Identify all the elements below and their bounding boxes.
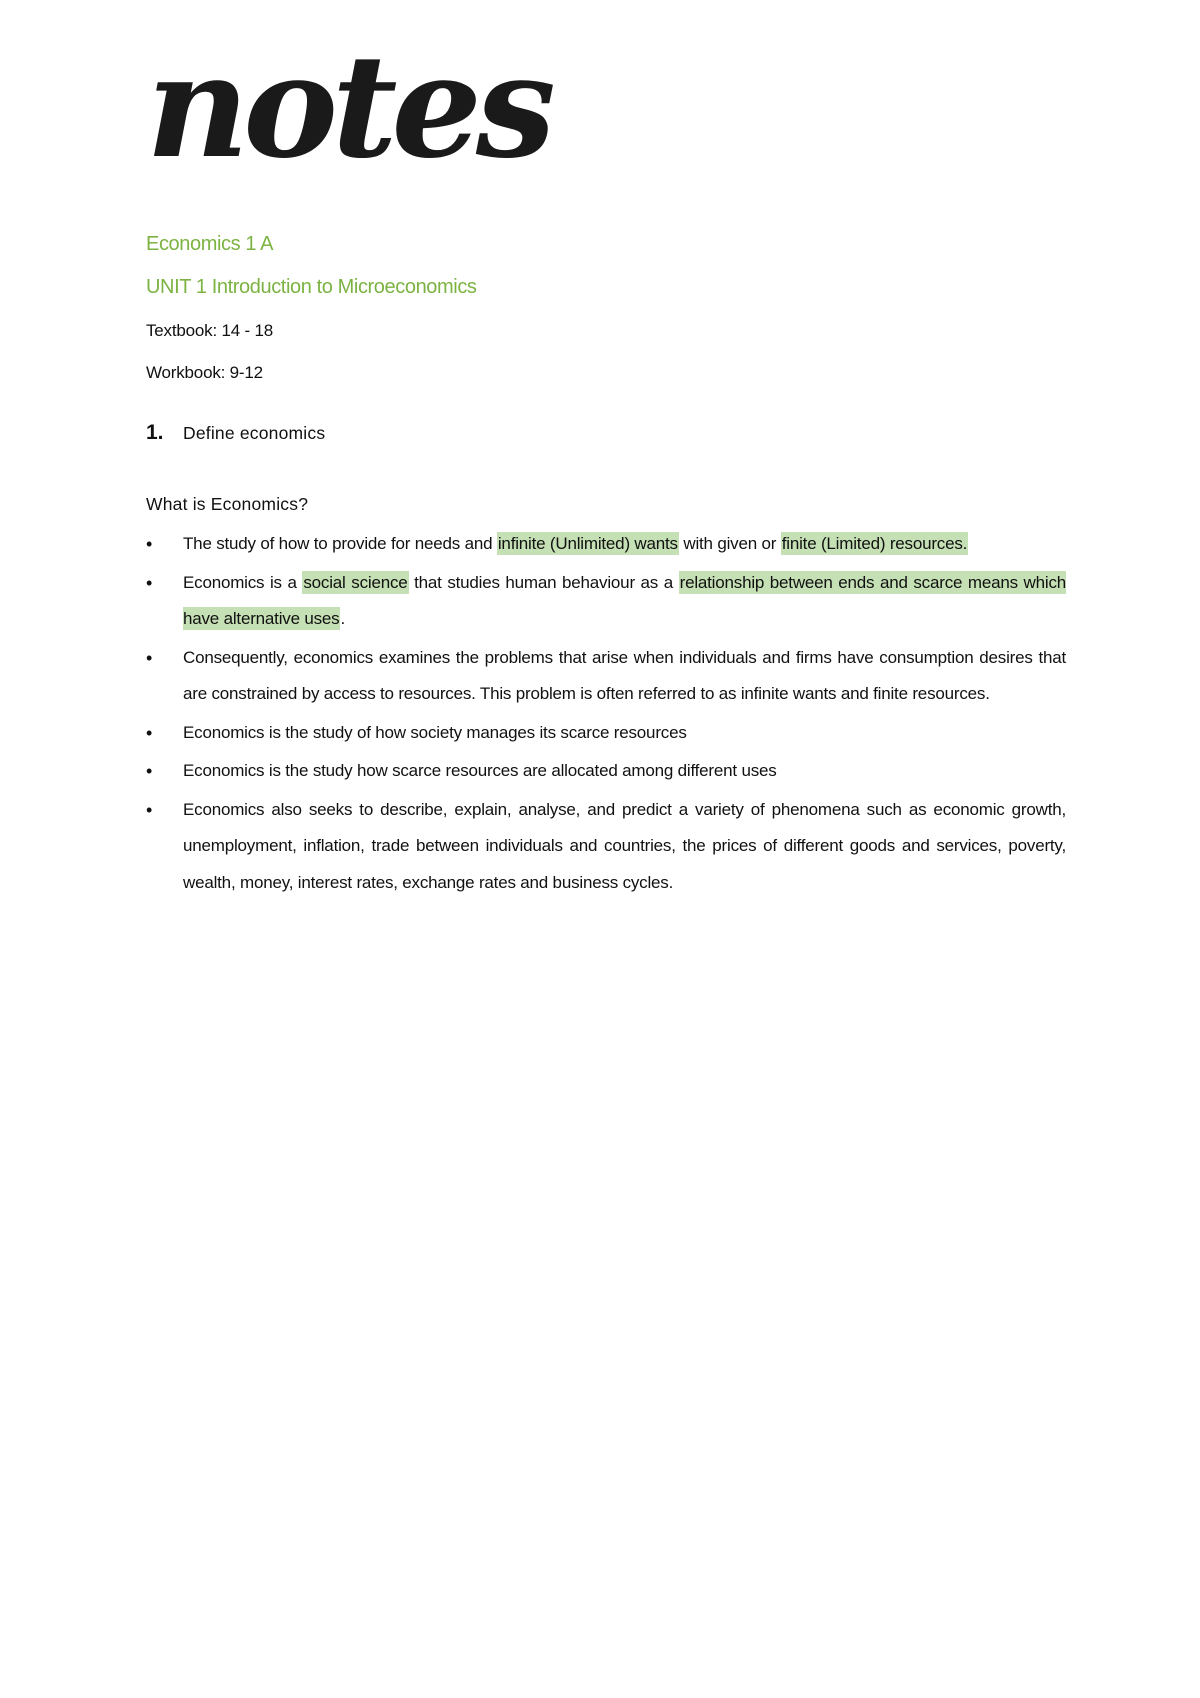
bullet-icon: • [146, 722, 153, 743]
highlighted-term: finite (Limited) resources. [781, 534, 968, 553]
notes-logo-text: notes [146, 24, 550, 190]
section-title: Define economics [183, 423, 326, 443]
notes-logo [146, 24, 550, 190]
bullet-icon: • [146, 534, 153, 554]
bullet-icon: • [146, 799, 153, 820]
question-heading: What is Economics? [146, 494, 309, 514]
notes-logo-graphic [146, 24, 550, 190]
highlighted-term: relationship between ends and scarce means which have alternative uses [183, 572, 1066, 628]
bullet-icon: • [146, 761, 153, 781]
textbook-pages: Textbook: 14 - 18 [146, 321, 274, 340]
list-item: • Economics is a social science that studies human behaviour as a relationship between ends and scarce means which have alternative uses. [146, 565, 1066, 638]
section-heading [146, 421, 325, 445]
list-item: • Economics is the study how scarce resources are allocated among different uses [146, 753, 1066, 790]
workbook-pages: Workbook: 9-12 [146, 363, 263, 382]
list-item: • Economics also seeks to describe, explain, analyse, and predict a variety of phenomena such as economic growth, unemployment, inflation, trade between individuals and countries, the prices of different goods and services, poverty, wealth, money, interest rates, exchange rates and business cycles. [146, 792, 1066, 902]
list-item: • Economics is the study of how society manages its scarce resources [146, 715, 1066, 752]
section-number: 1. [146, 421, 164, 444]
bullet-icon: • [146, 647, 153, 668]
definition-list [146, 526, 1066, 903]
list-item: • The study of how to provide for needs and infinite (Unlimited) wants with given or finite (Limited) resources. [146, 526, 1066, 563]
list-item: • Consequently, economics examines the problems that arise when individuals and firms have consumption desires that are constrained by access to resources. This problem is often referred to as infinite wants and finite resources. [146, 640, 1066, 713]
bullet-icon: • [146, 572, 153, 593]
course-title: Economics 1 A [146, 233, 274, 255]
highlighted-term: infinite (Unlimited) wants [497, 534, 678, 553]
unit-title: UNIT 1 Introduction to Microeconomics [146, 276, 477, 298]
highlighted-term: social science [303, 572, 408, 592]
